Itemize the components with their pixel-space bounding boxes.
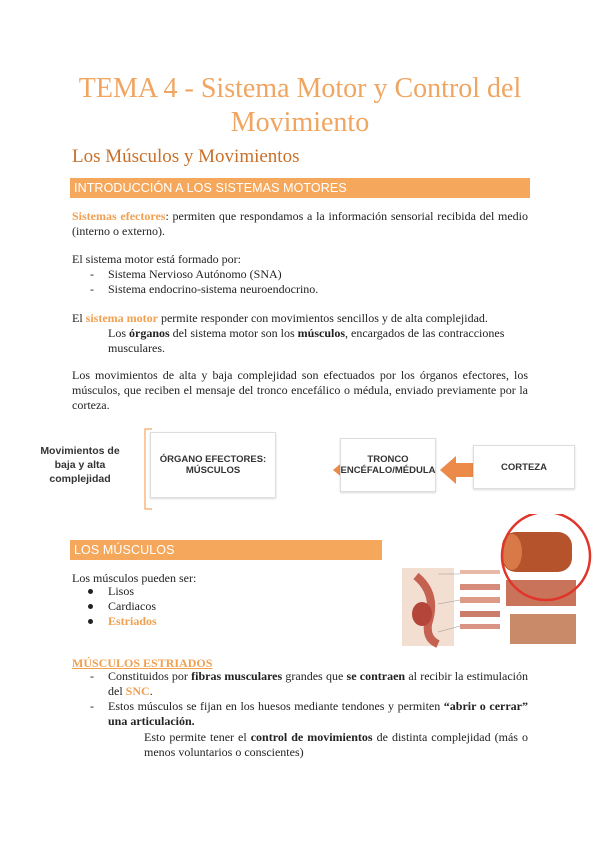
text: Estos músculos se fijan en los huesos mediante tendones y permiten <box>108 699 444 713</box>
paragraph-movimientos: Los movimientos de alta y baja complejidad son efectuados por los órganos efectores, los músculos, que reciben el mensaje del tronco encefálico o médula, enviado previamente por la corteza. <box>72 368 528 412</box>
cell-sample <box>460 597 500 603</box>
cell-sample <box>460 611 500 617</box>
page-subtitle: Los Músculos y Movimientos <box>72 146 300 167</box>
bold-organos: órganos <box>129 326 170 340</box>
paragraph-formado: El sistema motor está formado por: <box>72 252 241 266</box>
list-item-text: Lisos <box>108 584 135 598</box>
muscle-illustration <box>398 514 598 659</box>
bullet-icon <box>88 619 93 624</box>
list-sistema-motor <box>72 267 472 297</box>
term-sistemas-efectores: Sistemas efectores <box>72 209 166 223</box>
text: de distinta complejidad (más o menos voluntarios o conscientes) <box>144 730 528 759</box>
section-header-intro: INTRODUCCIÓN A LOS SISTEMAS MOTORES <box>70 178 530 198</box>
diagram-left-label: Movimientos de baja y alta complejidad <box>40 445 120 485</box>
text: permite responder con movimientos sencillos y de alta complejidad. <box>157 311 488 325</box>
text: : permiten que respondamos a la información sensorial recibida del medio (interno o externo). <box>72 209 529 238</box>
term-sistema-motor: sistema motor <box>85 311 158 325</box>
text: Los <box>108 326 129 340</box>
text: grandes que <box>282 669 347 683</box>
list-estriados <box>72 669 528 729</box>
smooth-tissue-block <box>510 614 576 644</box>
list-item: - Sistema endocrino-sistema neuroendocrino. <box>90 282 319 296</box>
text: del sistema motor son los <box>169 326 298 340</box>
page-title: TEMA 4 - Sistema Motor y Control del Movimiento <box>78 73 522 138</box>
text: El <box>72 311 86 325</box>
bullet-icon <box>88 589 93 594</box>
list-item <box>72 584 272 599</box>
list-item: - Sistema Nervioso Autónomo (SNA) <box>90 267 282 281</box>
paragraph-control <box>144 730 528 760</box>
text: Esto permite tener el <box>144 730 251 744</box>
list-item: - Estos músculos se fijan en los huesos mediante tendones y permiten “abrir o cerrar” una articulación. <box>90 699 528 728</box>
text: al recibir la estimulación del <box>108 669 528 698</box>
paragraph-sistema-motor <box>72 311 528 326</box>
subheader-estriados: MÚSCULOS ESTRIADOS <box>72 656 213 670</box>
list-item-text: Sistema Nervioso Autónomo (SNA) <box>108 267 282 281</box>
paragraph-tipos: Los músculos pueden ser: <box>72 571 197 585</box>
list-tipos-musculos <box>72 584 272 629</box>
diagram-box-tronco: TRONCO ENCÉFALO/MÉDULA <box>340 438 436 492</box>
bullet-icon <box>88 604 93 609</box>
paragraph-organos <box>108 326 528 356</box>
bold-fibras: fibras musculares <box>191 669 283 683</box>
term-snc: SNC <box>125 684 150 698</box>
section-header-musculos: LOS MÚSCULOS <box>70 540 382 560</box>
list-item <box>72 614 272 629</box>
bold-contraen: se contraen <box>346 669 406 683</box>
diagram-box-corteza: CORTEZA <box>473 445 575 489</box>
list-item-text: Cardiacos <box>108 599 156 613</box>
cell-sample <box>460 624 500 629</box>
paragraph-efectores <box>72 209 528 239</box>
cell-sample <box>460 584 500 590</box>
cardiac-tissue-block <box>506 580 576 606</box>
bold-control: control de movimientos <box>250 730 373 744</box>
text: , encargados de las contracciones musculares. <box>108 326 505 355</box>
list-item-text: Sistema endocrino-sistema neuroendocrino. <box>108 282 319 296</box>
bold-musculos: músculos <box>297 326 346 340</box>
bold-abrir-cerrar: “abrir o cerrar” una articulación. <box>108 699 528 728</box>
heart-shape <box>412 602 432 626</box>
diagram-box-organo-efectores: ÓRGANO EFECTORES: MÚSCULOS <box>150 432 276 498</box>
list-item <box>72 599 272 614</box>
text: Constituidos por <box>108 669 192 683</box>
cell-sample <box>460 570 500 574</box>
list-item: - Constituidos por fibras musculares grandes que se contraen al recibir la estimulación del SNC. <box>90 669 528 698</box>
list-item-text: Estriados <box>108 614 157 628</box>
text: . <box>149 684 153 698</box>
